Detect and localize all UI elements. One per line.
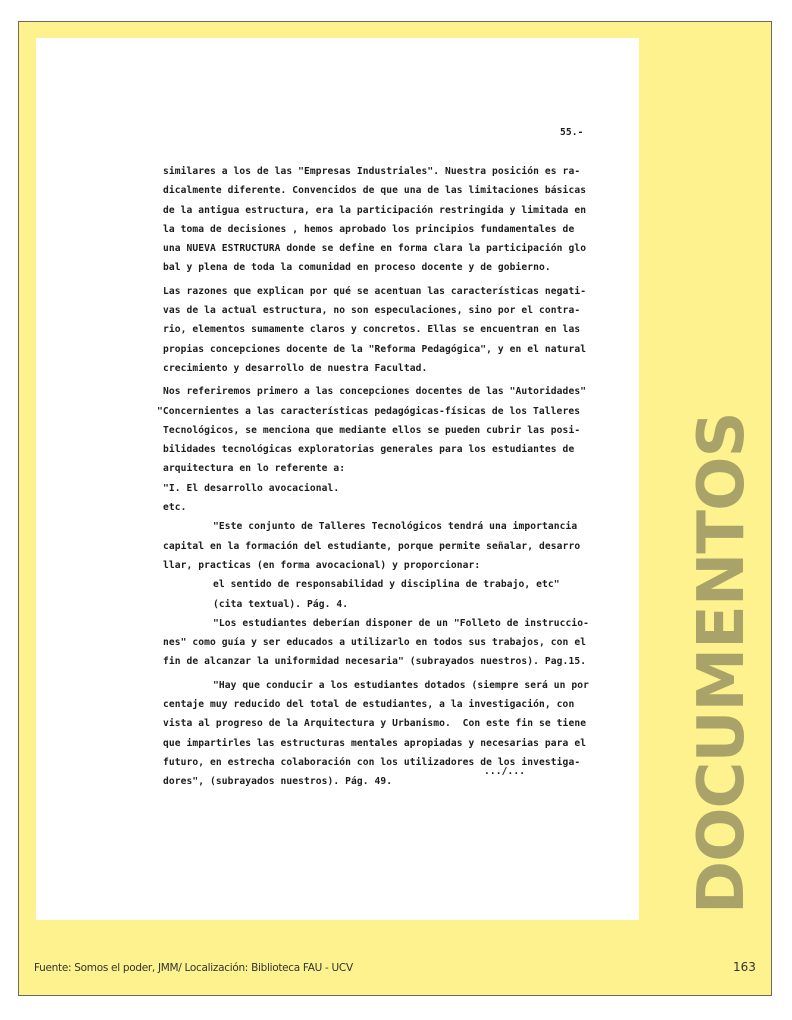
- text-line: "Este conjunto de Talleres Tecnológicos tendrá una importancia: [213, 521, 578, 533]
- text-line: futuro, en estrecha colaboración con los utilizadores de los investiga-: [163, 756, 581, 768]
- text-line: propias concepciones docente de la "Reforma Pedagógica", y en el natural: [163, 343, 587, 355]
- text-line: Las razones que explican por qué se acentuan las características negati-: [163, 285, 587, 297]
- text-line: llar, practicas (en forma avocacional) y proporcionar:: [163, 559, 481, 571]
- text-line: Tecnológicos, se menciona que mediante ellos se pueden cubrir las posi-: [163, 424, 581, 436]
- document-page-label: 55.-: [560, 127, 584, 138]
- text-line: el sentido de responsabilidad y disciplina de trabajo, etc": [213, 579, 560, 591]
- text-line: "I. El desarrollo avocacional.: [163, 482, 340, 494]
- text-line: Nos referiremos primero a las concepciones docentes de las "Autoridades": [163, 386, 587, 398]
- text-line: bal y plena de toda la comunidad en proceso docente y de gobierno.: [163, 262, 551, 274]
- section-title-vertical: DOCUMENTOS: [685, 412, 759, 914]
- text-line: centaje muy reducido del total de estudiantes, a la investigación, con: [163, 699, 575, 711]
- footer-page-number: 163: [733, 960, 756, 974]
- text-line: crecimiento y desarrollo de nuestra Facultad.: [163, 362, 428, 374]
- continuation-mark: .../...: [484, 766, 526, 777]
- text-line: rio, elementos sumamente claros y concretos. Ellas se encuentran en las: [163, 324, 581, 336]
- text-line: la toma de decisiones , hemos aprobado los principios fundamentales de: [163, 223, 575, 235]
- text-line: que impartirles las estructuras mentales apropiadas y necesarias para el: [163, 737, 587, 749]
- text-line: una NUEVA ESTRUCTURA donde se define en forma clara la participación glo: [163, 243, 587, 255]
- document-body: [157, 162, 613, 792]
- text-line: bilidades tecnológicas exploratorias generales para los estudiantes de: [163, 444, 575, 456]
- text-line: vas de la actual estructura, no son especulaciones, sino por el contra-: [163, 305, 581, 317]
- text-line: "Hay que conducir a los estudiantes dotados (siempre será un por: [213, 679, 590, 691]
- text-line: vista al progreso de la Arquitectura y Urbanismo. Con este fin se tiene: [163, 718, 587, 730]
- footer-source: Fuente: Somos el poder, JMM/ Localización: Biblioteca FAU - UCV: [34, 962, 353, 974]
- text-line: dores", (subrayados nuestros). Pág. 49.: [163, 776, 393, 788]
- text-line: etc.: [163, 502, 187, 514]
- text-line: nes" como guía y ser educados a utilizarlo en todos sus trabajos, con el: [163, 637, 587, 649]
- text-line: capital en la formación del estudiante, porque permite señalar, desarro: [163, 540, 581, 552]
- text-line: de la antigua estructura, era la participación restringida y limitada en: [163, 204, 587, 216]
- text-line: "Los estudiantes deberían disponer de un "Folleto de instruccio-: [213, 617, 590, 629]
- text-line: arquitectura en lo referente a:: [163, 463, 346, 475]
- text-line: similares a los de las "Empresas Industriales". Nuestra posición es ra-: [163, 166, 581, 177]
- text-line: fin de alcanzar la uniformidad necesaria" (subrayados nuestros). Pag.15.: [163, 656, 587, 668]
- text-line: "Concernientes a las características pedagógicas-físicas de los Talleres: [157, 405, 581, 417]
- text-line: (cita textual). Pág. 4.: [213, 598, 349, 610]
- text-line: dicalmente diferente. Convencidos de que una de las limitaciones básicas: [163, 185, 587, 197]
